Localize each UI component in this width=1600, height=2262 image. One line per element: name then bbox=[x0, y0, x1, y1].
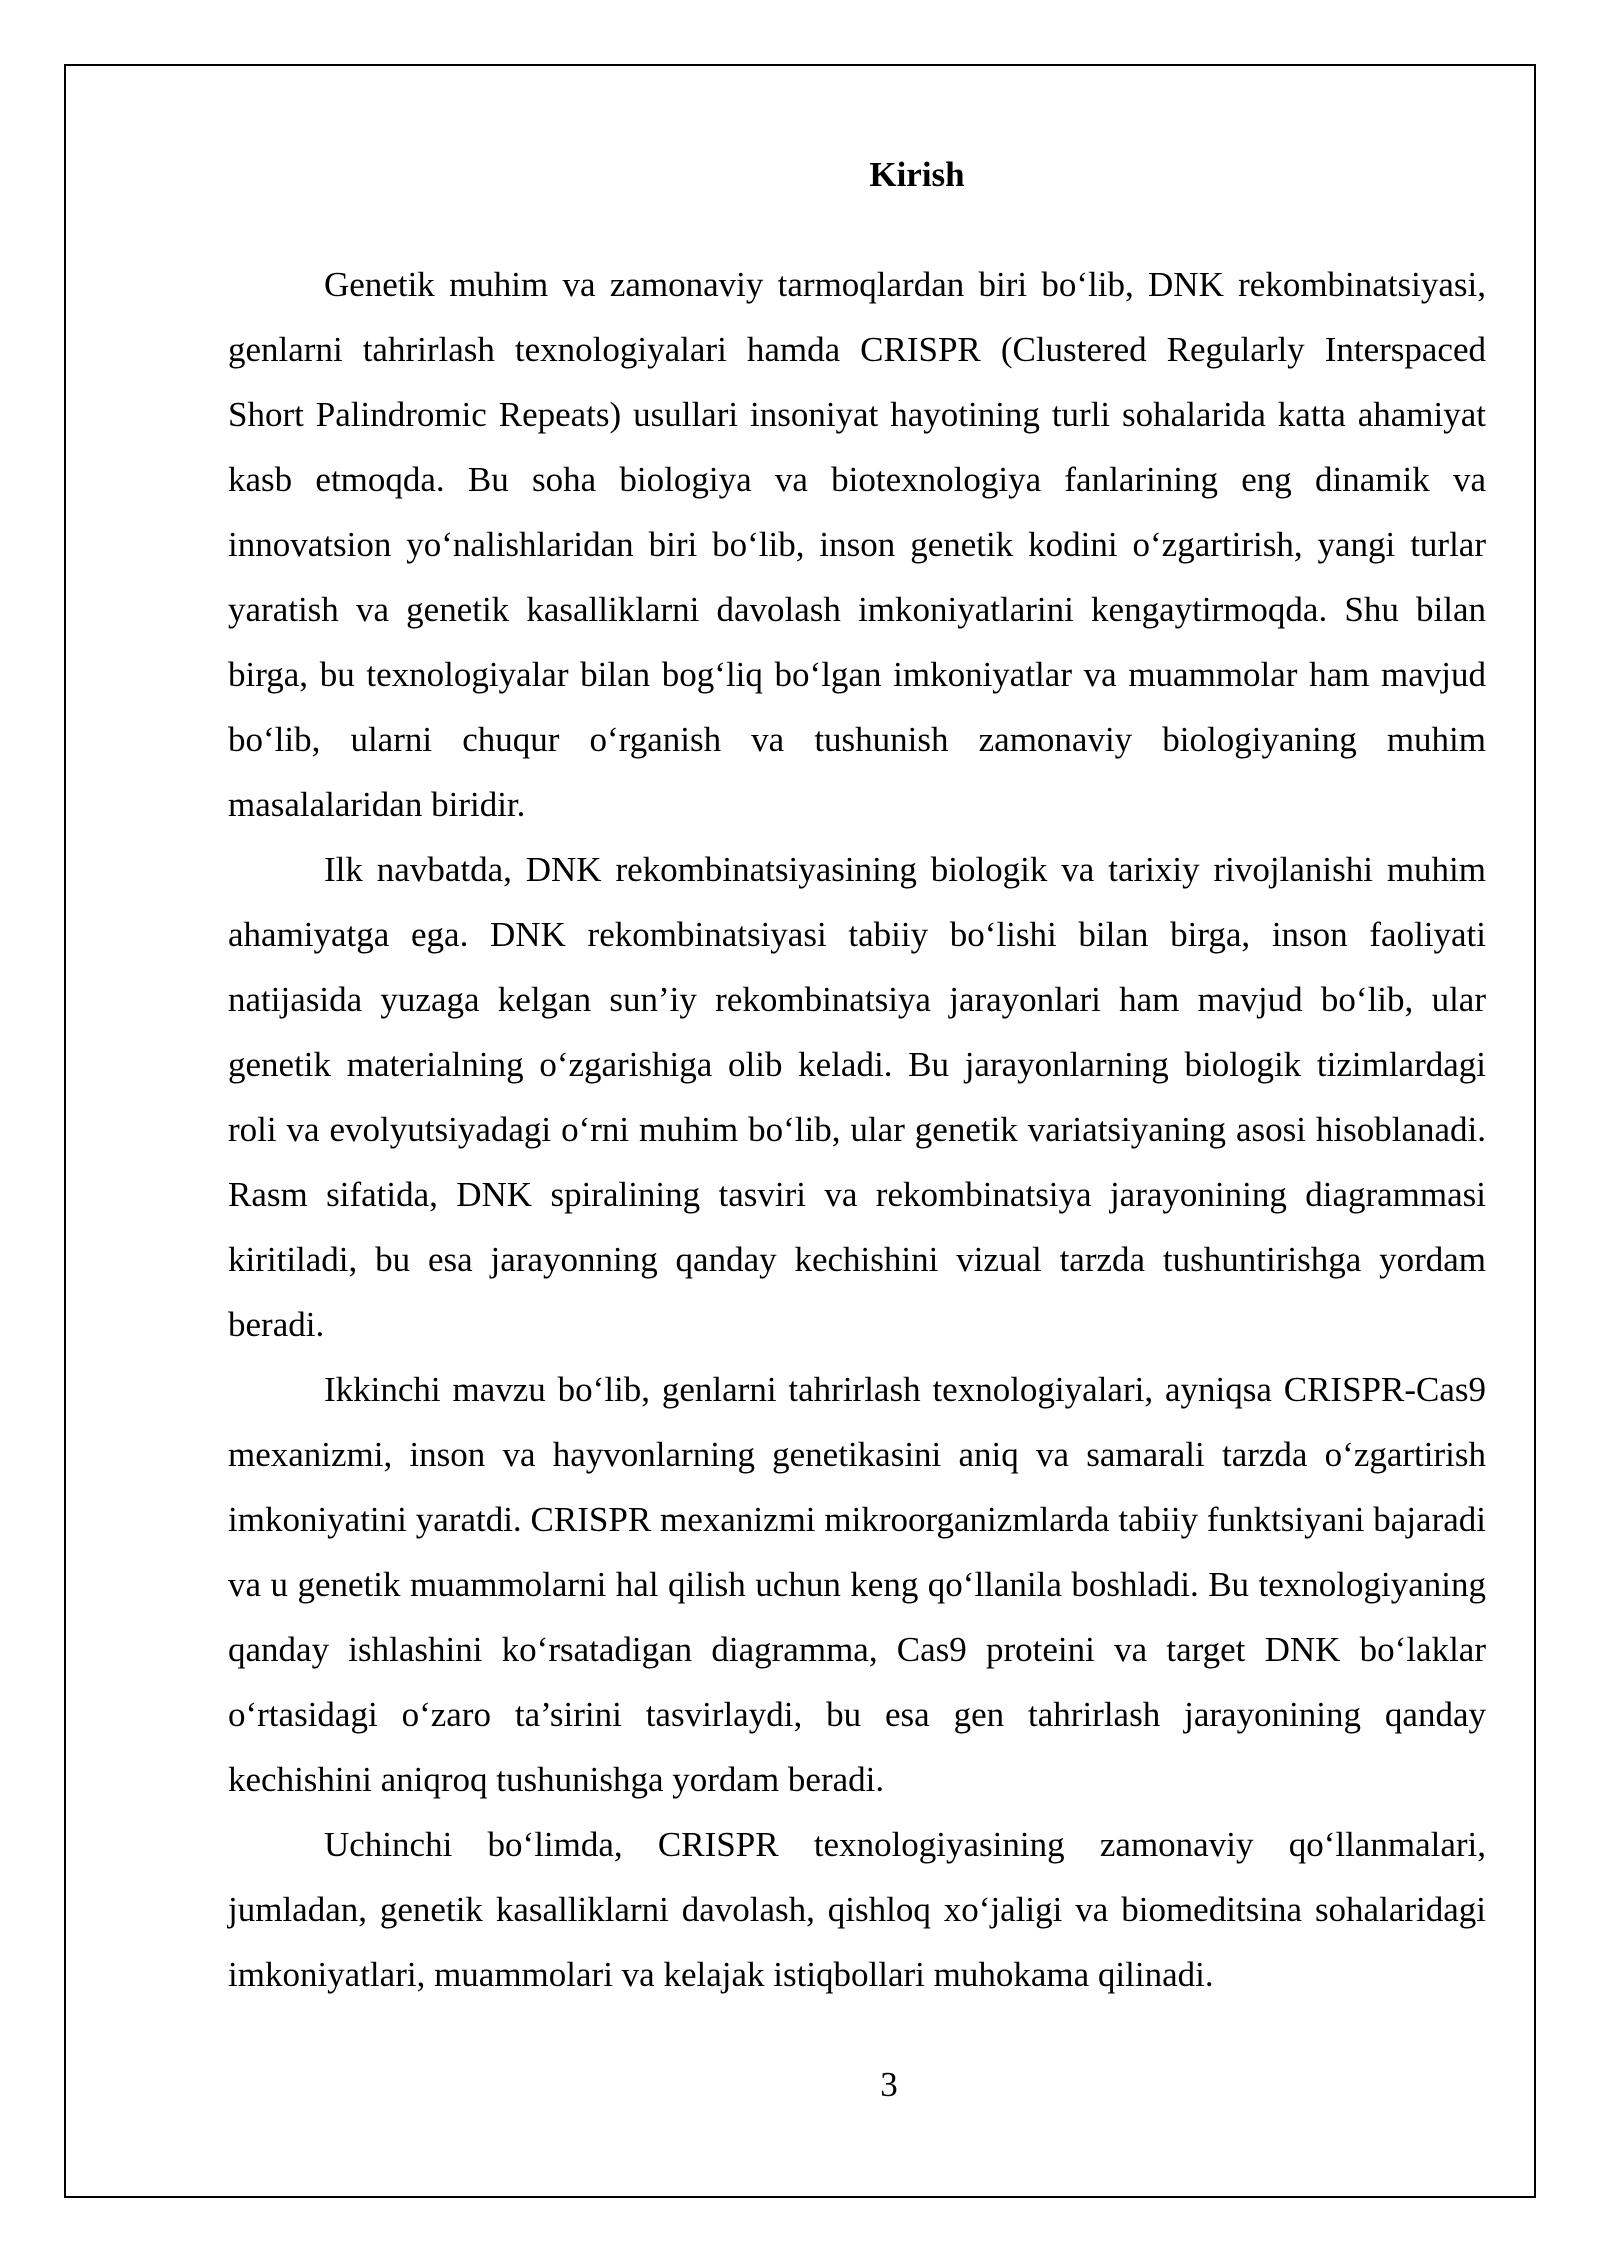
paragraph-dna-recombination: Ilk navbatda, DNK rekombinatsiyasining biologik va tarixiy rivojlanishi muhim ahamiyatga ega. DNK rekombinatsiyasi tabiiy bo‘lishi bilan birga, inson faoliyati natijasida yuzaga kelgan sun’iy rekombinatsiya jarayonlari ham mavjud bo‘lib, ular genetik materialning o‘zgarishiga olib keladi. Bu jarayonlarning biologik tizimlardagi roli va evolyutsiyadagi o‘rni muhim bo‘lib, ular genetik variatsiyaning asosi hisoblanadi. Rasm sifatida, DNK spiralining tasviri va rekombinatsiya jarayonining diagrammasi kiritiladi, bu esa jarayonning qanday kechishini vizual tarzda tushuntirishga yordam beradi. bbox=[228, 850, 1486, 1344]
page-number: 3 bbox=[880, 2065, 898, 2104]
document-body bbox=[228, 150, 1486, 2007]
section-title: Kirish bbox=[869, 155, 965, 194]
paragraph-crispr-cas9: Ikkinchi mavzu bo‘lib, genlarni tahrirlash texnologiyalari, ayniqsa CRISPR-Cas9 mexanizmi, inson va hayvonlarning genetikasini aniq va samarali tarzda o‘zgartirish imkoniyatini yaratdi. CRISPR mexanizmi mikroorganizmlarda tabiiy funktsiyani bajaradi va u genetik muammolarni hal qilish uchun keng qo‘llanila boshladi. Bu texnologiyaning qanday ishlashini ko‘rsatadigan diagramma, Cas9 proteini va target DNK bo‘laklar o‘rtasidagi o‘zaro ta’sirini tasvirlaydi, bu esa gen tahrirlash jarayonining qanday kechishini aniqroq tushunishga yordam beradi. bbox=[228, 1370, 1486, 1799]
paragraph-intro: Genetik muhim va zamonaviy tarmoqlardan biri bo‘lib, DNK rekombinatsiyasi, genlarni tahrirlash texnologiyalari hamda CRISPR (Clustered Regularly Interspaced Short Palindromic Repeats) usullari insoniyat hayotining turli sohalarida katta ahamiyat kasb etmoqda. Bu soha biologiya va biotexnologiya fanlarining eng dinamik va innovatsion yo‘nalishlaridan biri bo‘lib, inson genetik kodini o‘zgartirish, yangi turlar yaratish va genetik kasalliklarni davolash imkoniyatlarini kengaytirmoqda. Shu bilan birga, bu texnologiyalar bilan bog‘liq bo‘lgan imkoniyatlar va muammolar ham mavjud bo‘lib, ularni chuqur o‘rganish va tushunish zamonaviy biologiyaning muhim masalalaridan biridir. bbox=[228, 265, 1486, 824]
paragraph-applications: Uchinchi bo‘limda, CRISPR texnologiyasining zamonaviy qo‘llanmalari, jumladan, genetik kasalliklarni davolash, qishloq xo‘jaligi va biomeditsina sohalaridagi imkoniyatlari, muammolari va kelajak istiqbollari muhokama qilinadi. bbox=[228, 1825, 1486, 1994]
